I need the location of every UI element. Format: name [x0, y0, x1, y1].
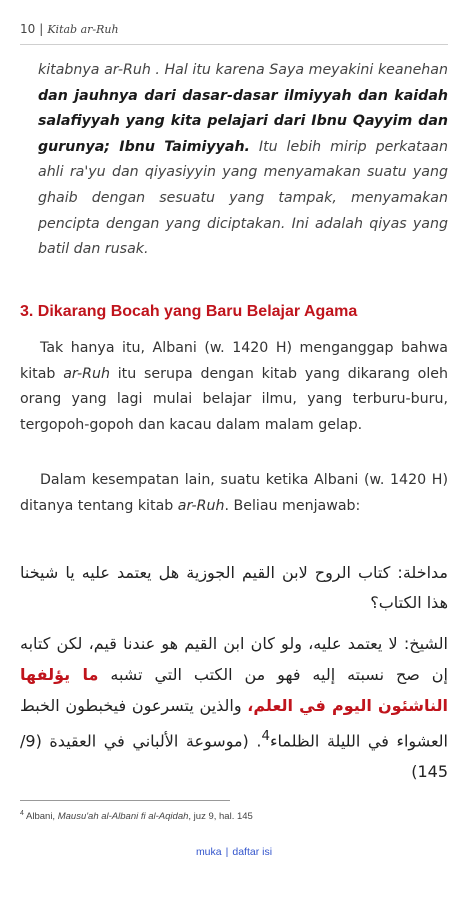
- paragraph-2: [20, 468, 448, 519]
- header-separator: |: [39, 22, 44, 36]
- arabic-answer: [20, 628, 448, 787]
- paragraph-1-text-a: Tak hanya itu, Albani (w. 1420 H) menganggap bahwa kitab: [20, 340, 448, 382]
- footnote-author: Albani,: [23, 811, 58, 823]
- page-header: [20, 22, 119, 36]
- paragraph-1: [20, 336, 448, 438]
- page-number: 10: [20, 22, 36, 36]
- header-rule: [20, 44, 448, 45]
- paragraph-2-text-b: . Beliau menjawab:: [224, 497, 361, 514]
- footnote-title: Mausu'ah al-Albani fi al-Aqidah: [57, 811, 189, 823]
- quote-bold-text: dan jauhnya dari dasar-dasar ilmiyyah dan kaidah salafiyyah yang kita pelajari dari Ibnu Qayyim dan gurunya; Ibnu Taimiyyah.: [38, 87, 448, 155]
- footnote-reference[interactable]: 4: [261, 729, 270, 744]
- paragraph-2-text-a: Dalam kesempatan lain, suatu ketika Albani (w. 1420 H) ditanya tentang kitab: [20, 472, 448, 514]
- paragraph-1-text-b: itu serupa dengan kitab yang dikarang oleh orang yang lagi mulai belajar ilmu, yang terburu-buru, tergopoh-gopoh dan kacau dalam malam gelap.: [20, 365, 448, 433]
- nav-separator: |: [225, 846, 229, 858]
- footnote-rest: , juz 9, hal. 145: [188, 811, 253, 823]
- arabic-question: مداخلة: كتاب الروح لابن القيم الجوزية هل يعتمد عليه يا شيخنا هذا الكتاب؟: [20, 563, 448, 612]
- daftar-isi-link[interactable]: daftar isi: [232, 846, 273, 858]
- quote-text-1: kitabnya ar-Ruh . Hal itu karena Saya meyakini keanehan: [38, 62, 448, 78]
- section-heading: 3. Dikarang Bocah yang Baru Belajar Agama: [20, 303, 358, 320]
- muka-link[interactable]: muka: [195, 846, 222, 858]
- footnote: [20, 810, 253, 822]
- quote-text-2: Itu lebih mirip perkataan ahli ra'yu dan qiyasiyyin yang menyamakan suatu yang ghaib dengan sesuatu yang tampak, menyamakan pencipta dengan yang diciptakan. Ini adalah qiyas yang batil dan rusak.: [38, 138, 448, 258]
- arabic-answer-text-a: الشيخ: لا يعتمد عليه، ولو كان ابن القيم هو عندنا قيم، لكن كتابه إن صح نسبته إليه فهو من الكتب التي تشبه: [20, 634, 448, 684]
- paragraph-1-italic: ar-Ruh: [63, 365, 110, 382]
- arabic-answer-highlight: ما يؤلفها الناشئون اليوم في العلم،: [20, 665, 448, 715]
- arabic-answer-text-c: . (موسوعة الألباني في العقيدة (9/ 145): [20, 731, 448, 782]
- quote-block: [38, 58, 448, 263]
- paragraph-2-italic: ar-Ruh: [177, 497, 225, 514]
- footnote-mark: 4: [20, 810, 24, 817]
- footnote-rule: [20, 800, 230, 801]
- running-title: Kitab ar-Ruh: [47, 23, 119, 36]
- arabic-answer-text-b: والذين يتسرعون فيخبطون الخبط العشواء في الليلة الظلماء: [20, 696, 449, 751]
- bottom-nav: [0, 846, 468, 858]
